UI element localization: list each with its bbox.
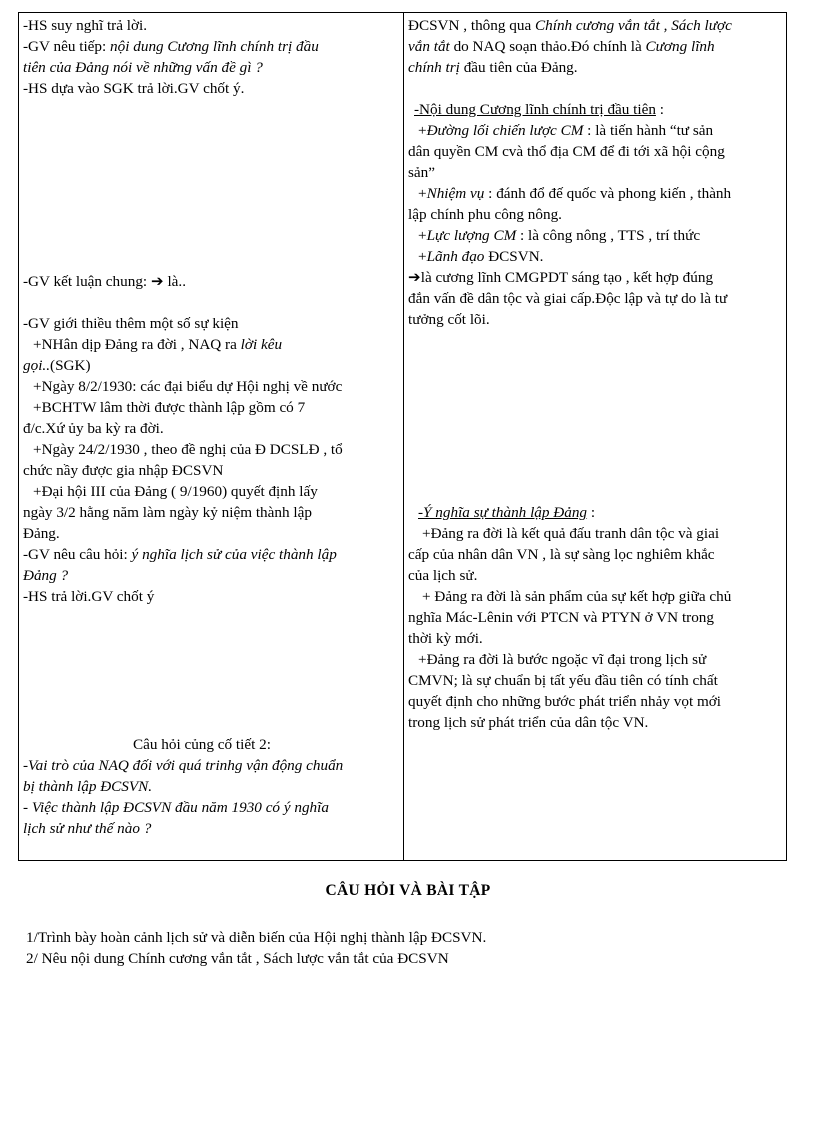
- text-line: nghĩa Mác-Lênin với PTCN và PTYN ở VN trong: [408, 609, 714, 626]
- text-line: của lịch sử.: [408, 567, 478, 584]
- section-heading: -Ý nghĩa sự thành lập Đảng :: [418, 504, 596, 521]
- text-line: chính trị đầu tiên của Đảng.: [408, 59, 578, 76]
- text-line: ➔là cương lĩnh CMGPDT sáng tạo , kết hợp đúng: [408, 269, 714, 286]
- text-line: gọi..(SGK): [23, 357, 91, 374]
- text-line: tưởng cốt lõi.: [408, 311, 490, 328]
- text-line: +Lực lượng CM : là công nông , TTS , trí thức: [418, 227, 701, 244]
- text-line: +Đại hội III của Đảng ( 9/1960) quyết định lấy: [33, 483, 318, 500]
- text-line: + Đảng ra đời là sản phẩm của sự kết hợp giữa chủ: [422, 588, 732, 605]
- text-line: -GV kết luận chung: ➔ là..: [23, 273, 187, 290]
- teacher-student-activities-column: [23, 13, 399, 860]
- text-line: +Lãnh đạo ĐCSVN.: [418, 248, 544, 265]
- text-line: -HS suy nghĩ trả lời.: [23, 17, 148, 34]
- text-line: -GV nêu tiếp: nội dung Cương lĩnh chính trị đầu: [23, 38, 319, 55]
- text-line: đ/c.Xứ ủy ba kỳ ra đời.: [23, 420, 164, 437]
- column-divider: [403, 13, 404, 860]
- text-line: +BCHTW lâm thời được thành lập gồm có 7: [33, 399, 306, 416]
- text-line: -GV nêu câu hỏi: ý nghĩa lịch sử của việc thành lập: [23, 546, 337, 563]
- text-line: -HS trả lời.GV chốt ý: [23, 588, 155, 605]
- text-line: Đảng.: [23, 525, 60, 542]
- exercise-item: 2/ Nêu nội dung Chính cương vắn tắt , Sách lược vắn tắt của ĐCSVN: [26, 950, 449, 967]
- text-line: +Đường lối chiến lược CM : là tiến hành “tư sản: [418, 122, 714, 139]
- text-line: chức nầy được gia nhập ĐCSVN: [23, 462, 224, 479]
- text-line: +Ngày 24/2/1930 , theo đề nghị của Đ DCSLĐ , tổ: [33, 441, 343, 458]
- text-line: trong lịch sử phát triển của dân tộc VN.: [408, 714, 649, 731]
- text-line: +Đảng ra đời là kết quả đấu tranh dân tộc và giai: [422, 525, 720, 542]
- section-heading: -Nội dung Cương lĩnh chính trị đầu tiên :: [414, 101, 664, 118]
- text-line: lập chính phu công nông.: [408, 206, 562, 223]
- text-line: bị thành lập ĐCSVN.: [23, 778, 153, 795]
- text-line: - Việc thành lập ĐCSVN đầu năm 1930 có ý nghĩa: [23, 799, 329, 816]
- text-line: đắn vấn đề dân tộc và giai cấp.Độc lập và tự do là tư: [408, 290, 728, 307]
- text-line: +Nhiệm vụ : đánh đổ đế quốc và phong kiến , thành: [418, 185, 732, 202]
- lesson-table: [18, 12, 787, 861]
- text-line: quyết định cho những bước phát triển nhảy vọt mới: [408, 693, 722, 710]
- text-line: tiên của Đảng nói về những vấn đề gì ?: [23, 59, 263, 76]
- text-line: +Đảng ra đời là bước ngoặc vĩ đại trong lịch sử: [418, 651, 707, 668]
- text-line: vắn tắt do NAQ soạn thảo.Đó chính là Cương lĩnh: [408, 38, 715, 55]
- text-line: -Vai trò của NAQ đối với quá trinhg vận động chuẩn: [23, 757, 344, 774]
- exercise-item: 1/Trình bày hoàn cảnh lịch sử và diễn biến của Hội nghị thành lập ĐCSVN.: [26, 929, 487, 946]
- text-line: lịch sử như thế nào ?: [23, 820, 152, 837]
- text-line: sản”: [408, 164, 435, 181]
- consolidation-heading: Câu hỏi củng cố tiết 2:: [133, 736, 271, 753]
- text-line: -HS dựa vào SGK trả lời.GV chốt ý.: [23, 80, 245, 97]
- text-line: thời kỳ mới.: [408, 630, 483, 647]
- text-line: cấp của nhân dân VN , là sự sàng lọc nghiêm khắc: [408, 546, 715, 563]
- text-line: +Ngày 8/2/1930: các đại biểu dự Hội nghị về nước: [33, 378, 343, 395]
- content-column: [408, 13, 784, 860]
- text-line: +NHân dịp Đảng ra đời , NAQ ra lời kêu: [33, 336, 283, 353]
- text-line: ngày 3/2 hằng năm làm ngày kỷ niệm thành lập: [23, 504, 312, 521]
- text-line: -GV giới thiều thêm một số sự kiện: [23, 315, 239, 332]
- exercises-title: CÂU HỎI VÀ BÀI TẬP: [325, 882, 491, 899]
- text-line: Đảng ?: [23, 567, 69, 584]
- text-line: ĐCSVN , thông qua Chính cương vắn tắt , Sách lược: [408, 17, 732, 34]
- text-line: dân quyền CM cvà thổ địa CM để đi tới xã hội cộng: [408, 143, 725, 160]
- text-line: CMVN; là sự chuẩn bị tất yếu đầu tiên có tính chất: [408, 672, 718, 689]
